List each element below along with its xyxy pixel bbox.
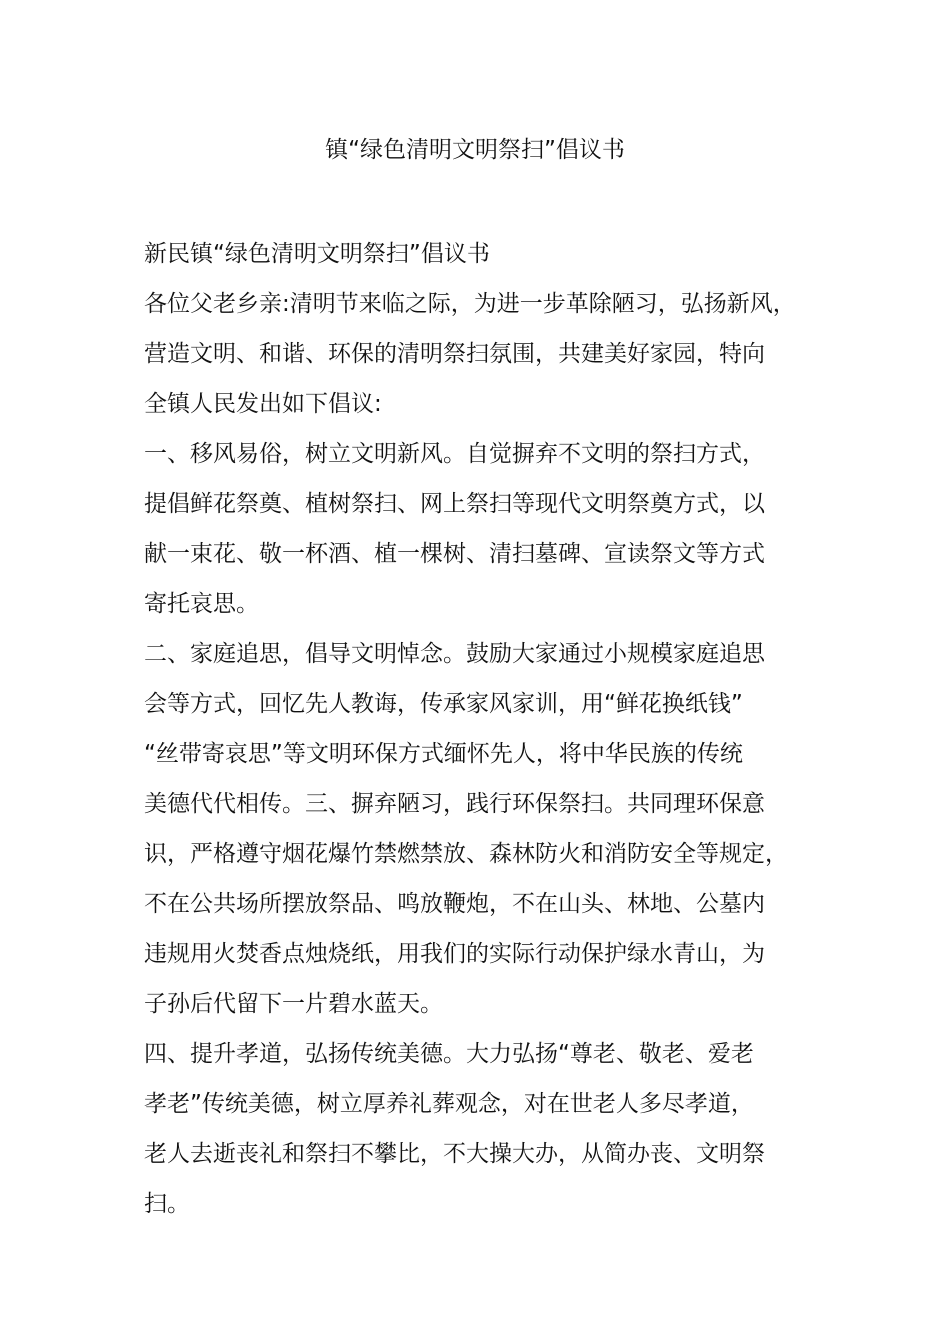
text-line: 识，严格遵守烟花爆竹禁燃禁放、森林防火和消防安全等规定， bbox=[144, 841, 788, 867]
text-line: “丝带寄哀思”等文明环保方式缅怀先人，将中华民族的传统 bbox=[144, 741, 743, 767]
text-line: 营造文明、和谐、环保的清明祭扫氛围，共建美好家园，特向 bbox=[144, 341, 765, 367]
text-line: 会等方式，回忆先人教诲，传承家风家训，用“鲜花换纸钱” bbox=[144, 691, 743, 717]
text-line: 二、家庭追思，倡导文明悼念。鼓励大家通过小规模家庭追思 bbox=[144, 641, 765, 667]
document-body bbox=[144, 229, 834, 1229]
text-line: 子孙后代留下一片碧水蓝天。 bbox=[144, 991, 443, 1017]
text-line: 违规用火焚香点烛烧纸，用我们的实际行动保护绿水青山，为 bbox=[144, 941, 765, 967]
document-title: 镇“绿色清明文明祭扫”倡议书 bbox=[325, 137, 625, 163]
text-line: 提倡鲜花祭奠、植树祭扫、网上祭扫等现代文明祭奠方式，以 bbox=[144, 491, 765, 517]
text-line: 老人去逝丧礼和祭扫不攀比，不大操大办，从简办丧、文明祭 bbox=[144, 1141, 765, 1167]
text-line: 寄托哀思。 bbox=[144, 591, 259, 617]
text-line: 四、提升孝道，弘扬传统美德。大力弘扬“尊老、敬老、爱老 bbox=[144, 1041, 754, 1067]
text-line: 扫。 bbox=[144, 1191, 190, 1217]
subtitle-line: 新民镇“绿色清明文明祭扫”倡议书 bbox=[144, 241, 490, 267]
text-line: 不在公共场所摆放祭品、鸣放鞭炮，不在山头、林地、公墓内 bbox=[144, 891, 765, 917]
text-line: 各位父老乡亲:清明节来临之际，为进一步革除陋习，弘扬新风， bbox=[144, 291, 796, 317]
text-line: 献一束花、敬一杯酒、植一棵树、清扫墓碑、宣读祭文等方式 bbox=[144, 541, 765, 567]
text-line: 美德代代相传。三、摒弃陋习，践行环保祭扫。共同理环保意 bbox=[144, 791, 765, 817]
text-line: 全镇人民发出如下倡议: bbox=[144, 391, 382, 417]
text-line: 一、移风易俗，树立文明新风。自觉摒弃不文明的祭扫方式， bbox=[144, 441, 765, 467]
text-line: 孝老”传统美德，树立厚养礼葬观念，对在世老人多尽孝道， bbox=[144, 1091, 754, 1117]
